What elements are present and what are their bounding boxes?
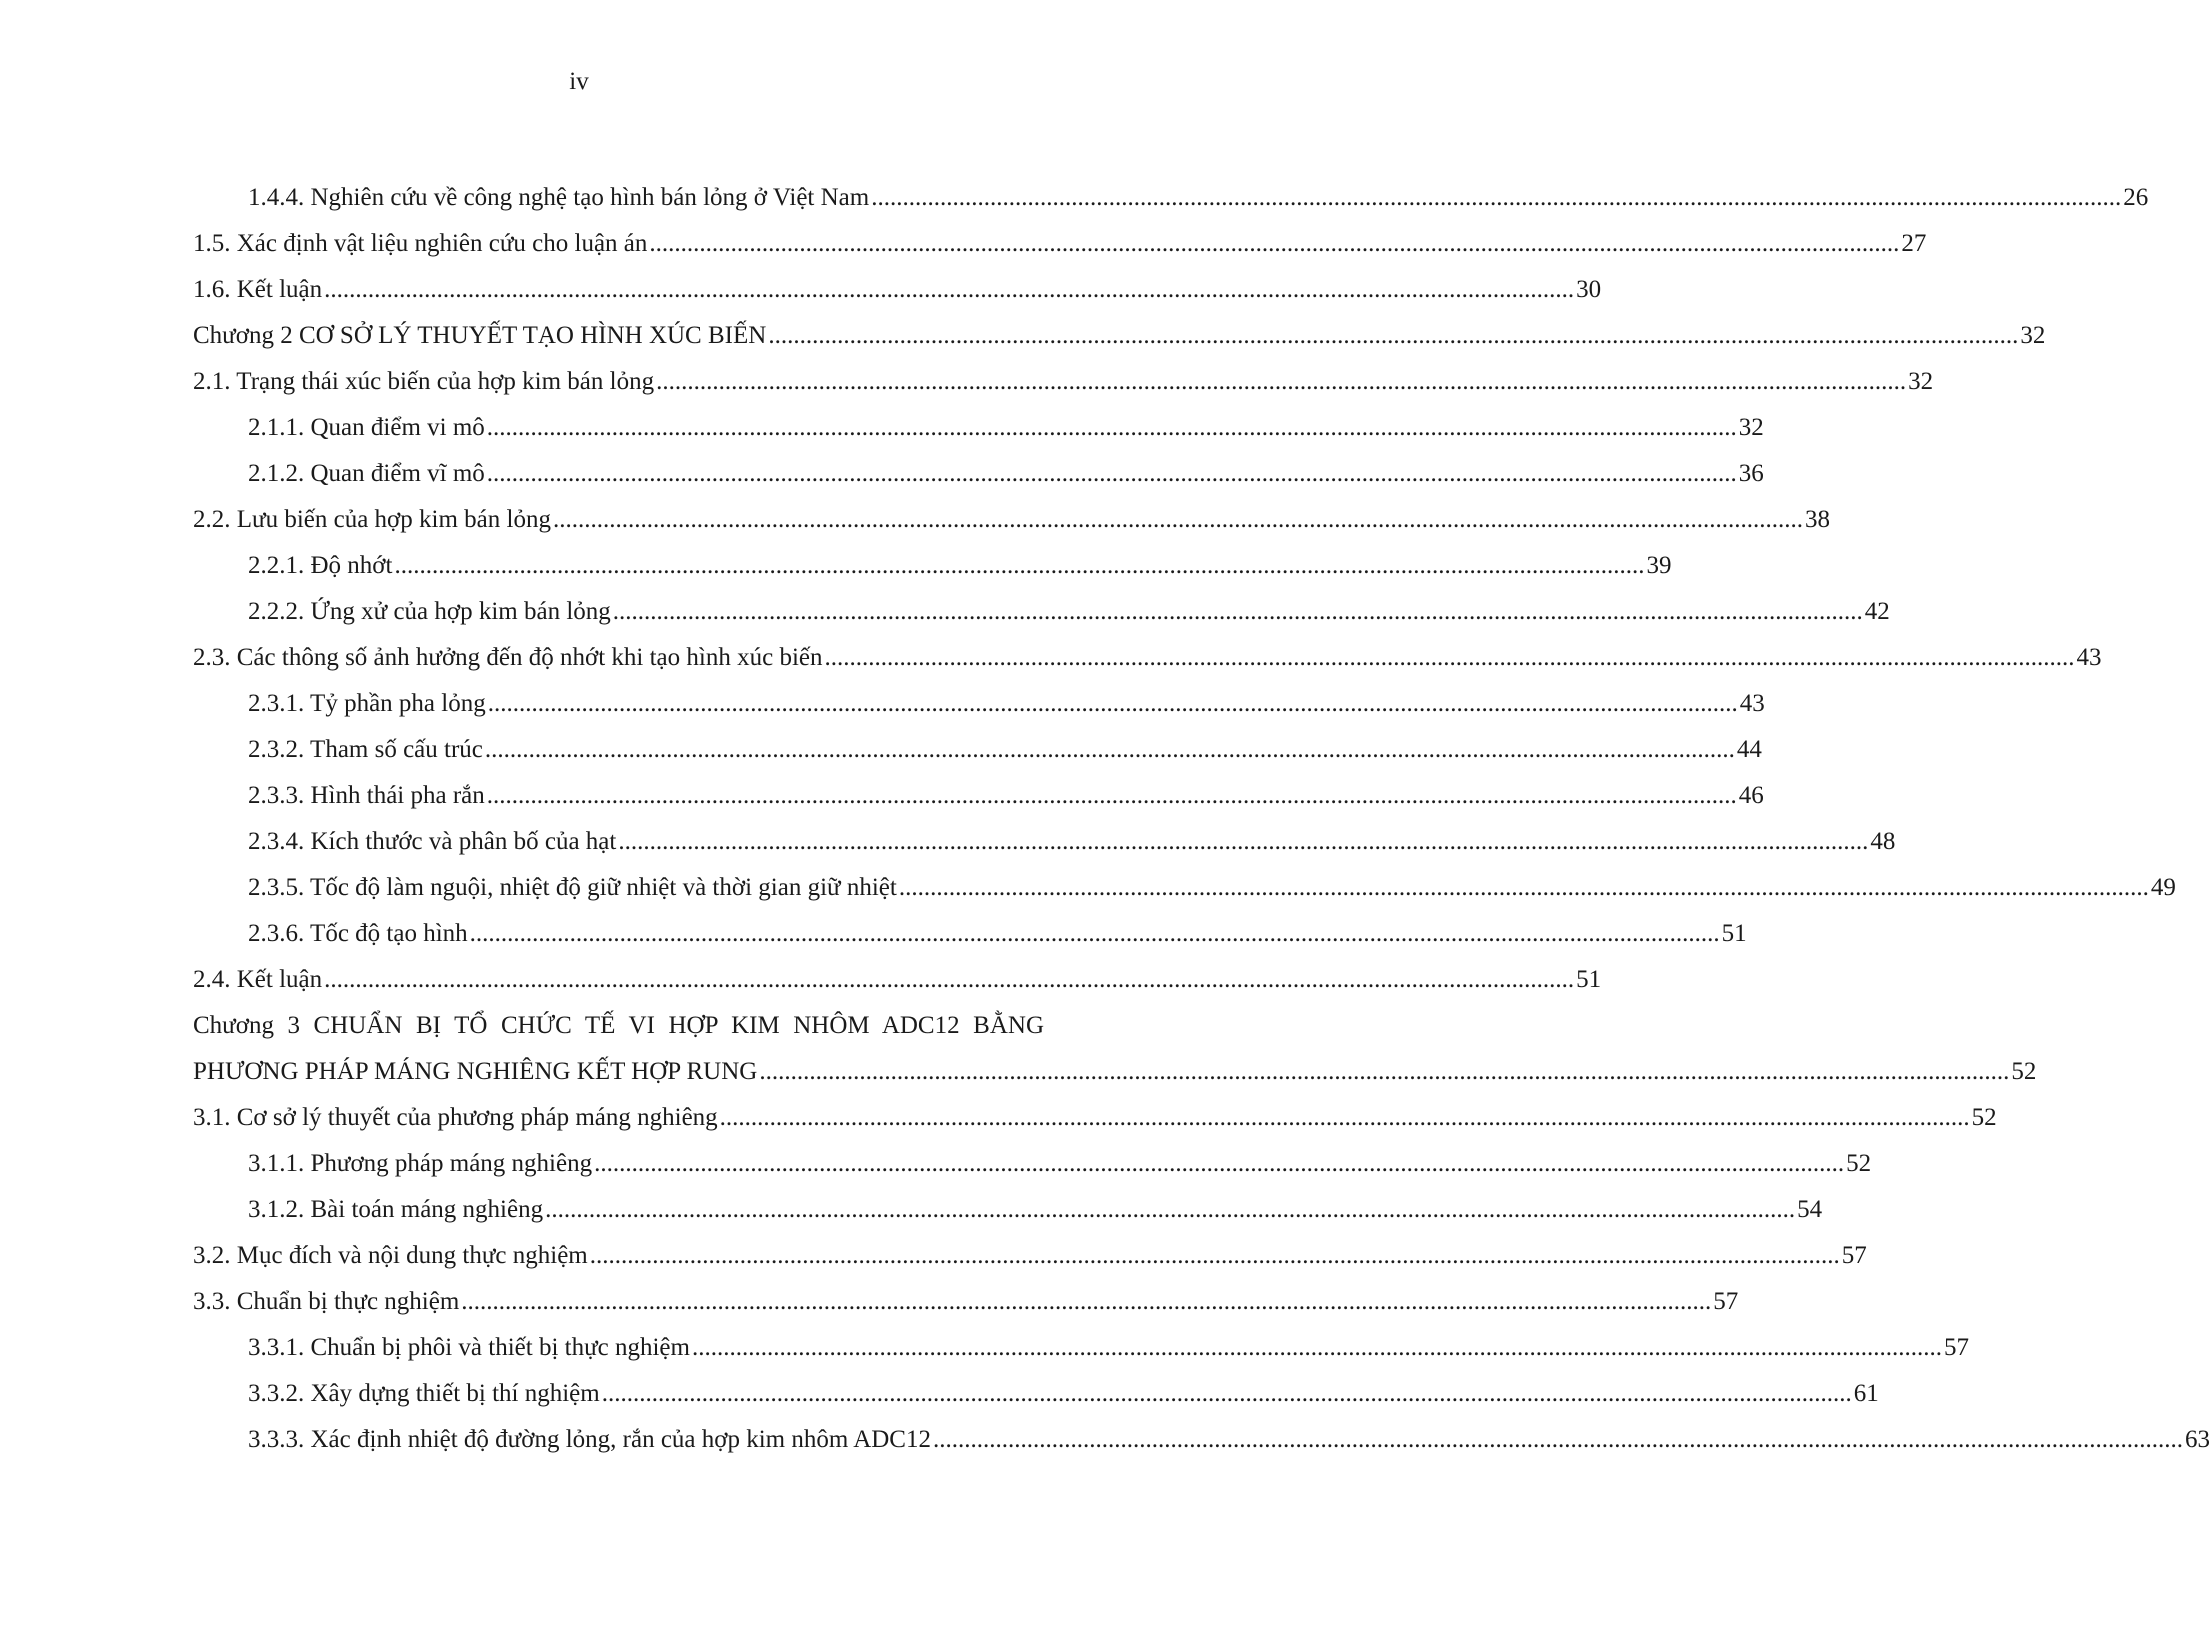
toc-entry-label: 2.2.2. Ứng xử của hợp kim bán lỏng — [248, 598, 611, 625]
toc-entry-page: 49 — [2150, 874, 2176, 901]
toc-entry-page: 39 — [1646, 552, 1672, 579]
toc-entry-page: 27 — [1901, 230, 1927, 257]
toc-leader-dots: ........................................................................................................................................................................................................ — [719, 1104, 1970, 1131]
toc-entry-label: 1.5. Xác định vật liệu nghiên cứu cho luận án — [193, 230, 648, 257]
toc-leader-dots: ........................................................................................................................................................................................................ — [618, 828, 1869, 855]
toc-entry-page: 57 — [1841, 1242, 1867, 1269]
toc-entry-page: 43 — [1739, 690, 1765, 717]
toc-entry-page: 30 — [1576, 276, 1602, 303]
toc-entry-label: 2.2.1. Độ nhớt — [248, 552, 393, 579]
toc-leader-dots: ........................................................................................................................................................................................................ — [768, 322, 2019, 349]
toc-entry-page: 61 — [1853, 1380, 1879, 1407]
toc-entry-page: 44 — [1736, 736, 1762, 763]
toc-entry[interactable] — [193, 966, 1602, 1012]
toc-leader-dots: ........................................................................................................................................................................................................ — [486, 782, 1737, 809]
toc-entry-label: 2.3. Các thông số ảnh hưởng đến độ nhớt khi tạo hình xúc biến — [193, 644, 823, 671]
toc-entry[interactable] — [193, 920, 1747, 966]
toc-entry[interactable] — [193, 1104, 1997, 1150]
toc-entry-label: 2.3.2. Tham số cấu trúc — [248, 736, 483, 763]
toc-leader-dots: ........................................................................................................................................................................................................ — [487, 690, 1738, 717]
toc-entry-label: Chương 3 CHUẨN BỊ TỔ CHỨC TẾ VI HỢP KIM NHÔM ADC12 BẰNG — [193, 1012, 1044, 1039]
toc-entry[interactable] — [193, 1334, 1969, 1380]
toc-entry-label: 3.1.2. Bài toán máng nghiêng — [248, 1196, 544, 1223]
page-number: iv — [569, 68, 589, 95]
toc-leader-dots: ........................................................................................................................................................................................................ — [461, 1288, 1712, 1315]
toc-entry[interactable] — [193, 1288, 1739, 1334]
toc-entry[interactable] — [193, 184, 2149, 230]
toc-entry-label: 3.3.1. Chuẩn bị phôi và thiết bị thực nghiệm — [248, 1334, 690, 1361]
toc-leader-dots: ........................................................................................................................................................................................................ — [601, 1380, 1852, 1407]
toc-entry[interactable] — [193, 506, 1830, 552]
toc-entry[interactable] — [193, 598, 1890, 644]
toc-entry-label: 2.1. Trạng thái xúc biến của hợp kim bán lỏng — [193, 368, 655, 395]
toc-entry[interactable] — [193, 1012, 1044, 1058]
toc-entry-label: 2.3.6. Tốc độ tạo hình — [248, 920, 468, 947]
toc-entry-page: 38 — [1804, 506, 1830, 533]
toc-entry[interactable] — [193, 322, 2046, 368]
toc-leader-dots: ........................................................................................................................................................................................................ — [594, 1150, 1845, 1177]
toc-entry-page: 36 — [1738, 460, 1764, 487]
toc-entry-page: 48 — [1870, 828, 1896, 855]
toc-entry-page: 63 — [2184, 1426, 2210, 1453]
toc-leader-dots: ........................................................................................................................................................................................................ — [394, 552, 1645, 579]
toc-entry-page: 54 — [1797, 1196, 1823, 1223]
toc-leader-dots: ........................................................................................................................................................................................................ — [589, 1242, 1840, 1269]
toc-entry[interactable] — [193, 644, 2102, 690]
toc-entry[interactable] — [193, 1058, 2037, 1104]
toc-entry-label: 2.3.5. Tốc độ làm nguội, nhiệt độ giữ nhiệt và thời gian giữ nhiệt — [248, 874, 897, 901]
toc-entry-label: 3.1.1. Phương pháp máng nghiêng — [248, 1150, 593, 1177]
toc-leader-dots: ........................................................................................................................................................................................................ — [545, 1196, 1796, 1223]
toc-entry-page: 43 — [2076, 644, 2102, 671]
toc-entry[interactable] — [193, 1242, 1867, 1288]
toc-leader-dots: ........................................................................................................................................................................................................ — [871, 184, 2122, 211]
toc-entry-label: 3.1. Cơ sở lý thuyết của phương pháp máng nghiêng — [193, 1104, 718, 1131]
toc-entry[interactable] — [193, 690, 1765, 736]
toc-entry-label: 1.6. Kết luận — [193, 276, 323, 303]
toc-leader-dots: ........................................................................................................................................................................................................ — [691, 1334, 1942, 1361]
toc-entry-label: 3.2. Mục đích và nội dung thực nghiệm — [193, 1242, 588, 1269]
toc-entry-page: 46 — [1738, 782, 1764, 809]
toc-entry-page: 51 — [1721, 920, 1747, 947]
toc-leader-dots: ........................................................................................................................................................................................................ — [649, 230, 1900, 257]
toc-leader-dots: ........................................................................................................................................................................................................ — [612, 598, 1863, 625]
toc-entry-page: 42 — [1864, 598, 1890, 625]
toc-entry-page: 52 — [2011, 1058, 2037, 1085]
toc-leader-dots: ........................................................................................................................................................................................................ — [484, 736, 1735, 763]
toc-entry[interactable] — [193, 1150, 1872, 1196]
toc-leader-dots: ........................................................................................................................................................................................................ — [552, 506, 1803, 533]
table-of-contents — [193, 184, 2210, 1472]
toc-entry[interactable] — [193, 276, 1602, 322]
toc-entry-label: 2.3.4. Kích thước và phân bố của hạt — [248, 828, 617, 855]
toc-entry-label: 2.1.1. Quan điểm vi mô — [248, 414, 485, 441]
toc-entry-label: 2.2. Lưu biến của hợp kim bán lỏng — [193, 506, 551, 533]
toc-entry-label: 2.1.2. Quan điểm vĩ mô — [248, 460, 485, 487]
toc-leader-dots: ........................................................................................................................................................................................................ — [324, 276, 1575, 303]
toc-leader-dots: ........................................................................................................................................................................................................ — [469, 920, 1720, 947]
toc-entry-page: 57 — [1713, 1288, 1739, 1315]
toc-entry-page: 52 — [1971, 1104, 1997, 1131]
toc-entry-page: 26 — [2123, 184, 2149, 211]
toc-entry-label: 2.3.1. Tỷ phần pha lỏng — [248, 690, 486, 717]
toc-entry[interactable] — [193, 460, 1764, 506]
toc-leader-dots: ........................................................................................................................................................................................................ — [324, 966, 1575, 993]
toc-leader-dots: ........................................................................................................................................................................................................ — [824, 644, 2075, 671]
toc-entry[interactable] — [193, 552, 1672, 598]
toc-leader-dots: ........................................................................................................................................................................................................ — [898, 874, 2149, 901]
toc-entry-page: 32 — [1908, 368, 1934, 395]
toc-leader-dots: ........................................................................................................................................................................................................ — [932, 1426, 2183, 1453]
toc-entry[interactable] — [193, 782, 1764, 828]
toc-entry[interactable] — [193, 828, 1896, 874]
toc-entry-page: 32 — [2020, 322, 2046, 349]
toc-leader-dots: ........................................................................................................................................................................................................ — [759, 1058, 2010, 1085]
toc-entry[interactable] — [193, 736, 1762, 782]
toc-entry-label: 2.3.3. Hình thái pha rắn — [248, 782, 485, 809]
toc-entry[interactable] — [193, 230, 1927, 276]
toc-leader-dots: ........................................................................................................................................................................................................ — [656, 368, 1907, 395]
toc-entry-page: 32 — [1738, 414, 1764, 441]
toc-entry[interactable] — [193, 368, 1934, 414]
toc-leader-dots: ........................................................................................................................................................................................................ — [486, 414, 1737, 441]
toc-entry[interactable] — [193, 1426, 2210, 1472]
toc-entry[interactable] — [193, 414, 1764, 460]
toc-entry-label: 3.3.2. Xây dựng thiết bị thí nghiệm — [248, 1380, 600, 1407]
toc-entry-label: 1.4.4. Nghiên cứu về công nghệ tạo hình bán lỏng ở Việt Nam — [248, 184, 870, 211]
toc-entry[interactable] — [193, 874, 2176, 920]
toc-entry-page: 57 — [1943, 1334, 1969, 1361]
toc-entry-label: Chương 2 CƠ SỞ LÝ THUYẾT TẠO HÌNH XÚC BIẾN — [193, 322, 767, 349]
toc-leader-dots: ........................................................................................................................................................................................................ — [486, 460, 1737, 487]
toc-entry-label: 3.3. Chuẩn bị thực nghiệm — [193, 1288, 460, 1315]
toc-entry-label: 2.4. Kết luận — [193, 966, 323, 993]
toc-entry-page: 52 — [1846, 1150, 1872, 1177]
toc-entry[interactable] — [193, 1380, 1879, 1426]
toc-entry-label: 3.3.3. Xác định nhiệt độ đường lỏng, rắn của hợp kim nhôm ADC12 — [248, 1426, 931, 1453]
toc-entry-page: 51 — [1576, 966, 1602, 993]
toc-entry[interactable] — [193, 1196, 1823, 1242]
toc-entry-label: PHƯƠNG PHÁP MÁNG NGHIÊNG KẾT HỢP RUNG — [193, 1058, 758, 1085]
